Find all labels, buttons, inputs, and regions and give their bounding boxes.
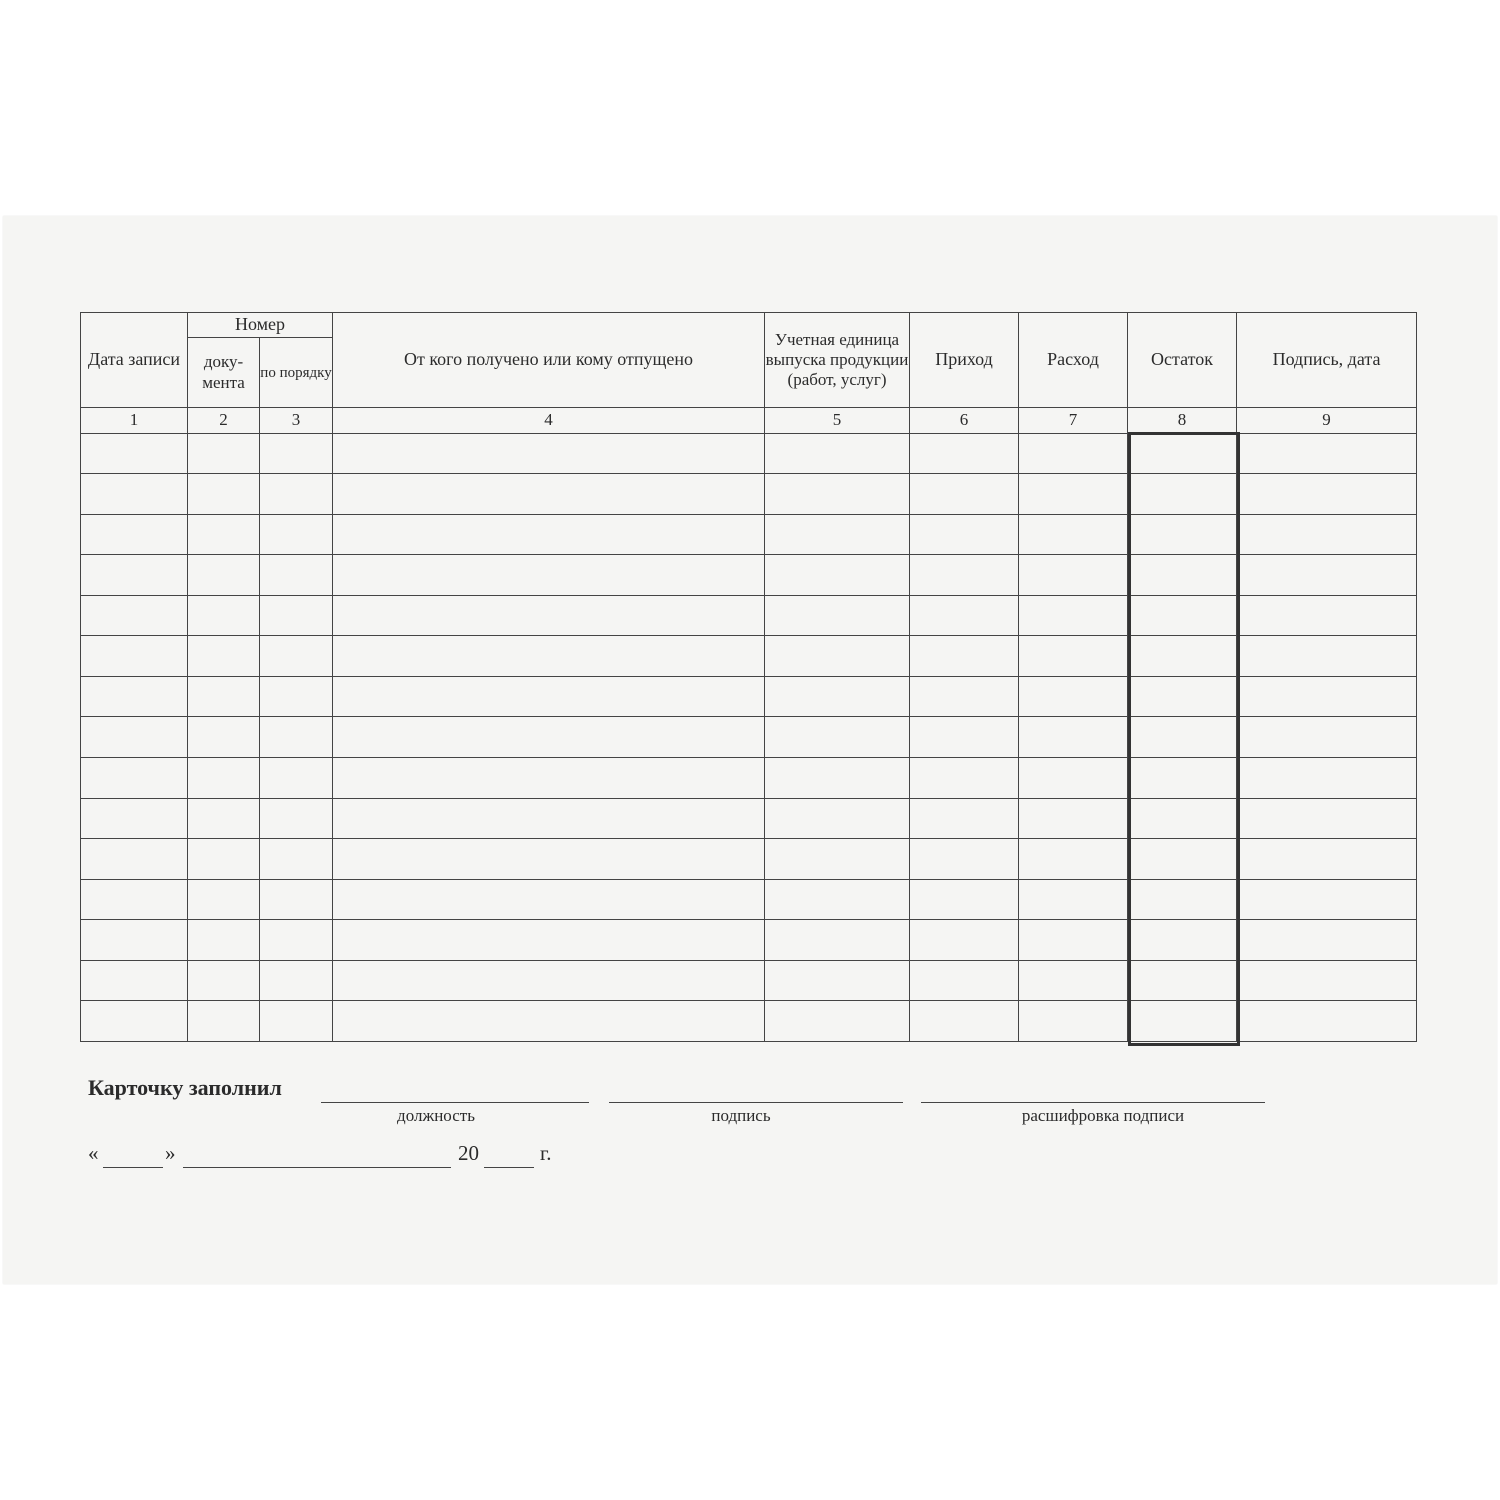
table-cell[interactable] — [1237, 798, 1417, 839]
column-number: 2 — [188, 408, 260, 433]
table-cell[interactable] — [1019, 960, 1128, 1001]
column-number: 9 — [1237, 408, 1417, 433]
table-cell[interactable] — [188, 839, 260, 880]
table-cell[interactable] — [188, 514, 260, 555]
table-row — [81, 676, 1417, 717]
table-cell[interactable] — [1237, 717, 1417, 758]
table-cell[interactable] — [765, 839, 910, 880]
column-number: 6 — [910, 408, 1019, 433]
year-prefix: 20 — [458, 1141, 479, 1165]
position-caption: должность — [397, 1106, 475, 1125]
table-row — [81, 514, 1417, 555]
table-cell[interactable] — [188, 798, 260, 839]
table-cell[interactable] — [765, 474, 910, 515]
table-cell[interactable] — [1019, 1001, 1128, 1042]
table-cell[interactable] — [333, 960, 765, 1001]
table-cell[interactable] — [333, 514, 765, 555]
table-cell[interactable] — [765, 717, 910, 758]
table-cell[interactable] — [1237, 839, 1417, 880]
table-cell[interactable] — [81, 758, 188, 799]
table-cell[interactable] — [1128, 474, 1237, 515]
table-cell[interactable] — [333, 920, 765, 961]
header-expense: Расход — [1019, 313, 1128, 408]
table-cell[interactable] — [333, 595, 765, 636]
table-cell[interactable] — [333, 555, 765, 596]
table-cell[interactable] — [188, 636, 260, 677]
table-row — [81, 717, 1417, 758]
table-cell[interactable] — [1237, 636, 1417, 677]
table-row — [81, 555, 1417, 596]
header-income: Приход — [910, 313, 1019, 408]
table-cell[interactable] — [1128, 595, 1237, 636]
table-cell[interactable] — [260, 676, 333, 717]
signature-field[interactable] — [609, 1102, 903, 1103]
table-row — [81, 879, 1417, 920]
month-field[interactable] — [183, 1167, 451, 1168]
table-cell[interactable] — [81, 474, 188, 515]
table-cell[interactable] — [1128, 798, 1237, 839]
table-cell[interactable] — [333, 879, 765, 920]
header-order: по порядку — [260, 338, 333, 408]
header-number: Номер — [188, 313, 333, 338]
table-cell[interactable] — [1128, 879, 1237, 920]
table-cell[interactable] — [765, 676, 910, 717]
open-quote: « — [88, 1141, 99, 1165]
table-cell[interactable] — [81, 1001, 188, 1042]
table-row — [81, 798, 1417, 839]
table-cell[interactable] — [1128, 758, 1237, 799]
table-cell[interactable] — [1237, 595, 1417, 636]
table-cell[interactable] — [188, 758, 260, 799]
table-cell[interactable] — [765, 758, 910, 799]
table-cell[interactable] — [765, 514, 910, 555]
table-cell[interactable] — [910, 1001, 1019, 1042]
table-cell[interactable] — [333, 717, 765, 758]
signature-decoding-field[interactable] — [921, 1102, 1265, 1103]
table-cell[interactable] — [81, 798, 188, 839]
signature-caption: подпись — [711, 1106, 771, 1125]
header-from-to: От кого получено или кому отпущено — [333, 313, 765, 408]
table-cell[interactable] — [81, 676, 188, 717]
table-cell[interactable] — [910, 717, 1019, 758]
table-cell[interactable] — [1237, 514, 1417, 555]
column-number: 5 — [765, 408, 910, 433]
column-number: 4 — [333, 408, 765, 433]
table-cell[interactable] — [1019, 717, 1128, 758]
table-cell[interactable] — [260, 474, 333, 515]
table-cell[interactable] — [188, 1001, 260, 1042]
table-cell[interactable] — [1237, 555, 1417, 596]
table-cell[interactable] — [81, 879, 188, 920]
table-cell[interactable] — [910, 676, 1019, 717]
table-cell[interactable] — [1019, 595, 1128, 636]
table-row — [81, 636, 1417, 677]
table-cell[interactable] — [1237, 676, 1417, 717]
table-cell[interactable] — [260, 1001, 333, 1042]
table-row — [81, 433, 1417, 474]
table-row — [81, 960, 1417, 1001]
year-field[interactable] — [484, 1167, 534, 1168]
table-cell[interactable] — [910, 514, 1019, 555]
table-row — [81, 474, 1417, 515]
table-cell[interactable] — [910, 839, 1019, 880]
table-cell[interactable] — [333, 433, 765, 474]
table-cell[interactable] — [260, 514, 333, 555]
header-date: Дата записи — [81, 313, 188, 408]
table-cell[interactable] — [1128, 555, 1237, 596]
table-cell[interactable] — [765, 798, 910, 839]
year-suffix: г. — [540, 1141, 552, 1165]
table-cell[interactable] — [333, 798, 765, 839]
table-cell[interactable] — [81, 960, 188, 1001]
table-row — [81, 595, 1417, 636]
table-cell[interactable] — [1128, 433, 1237, 474]
header-document: доку-мента — [188, 338, 260, 408]
table-cell[interactable] — [260, 636, 333, 677]
table-cell[interactable] — [188, 920, 260, 961]
table-cell[interactable] — [1128, 676, 1237, 717]
table-cell[interactable] — [1237, 879, 1417, 920]
table-row — [81, 1001, 1417, 1042]
decoding-caption: расшифровка подписи — [1021, 1106, 1185, 1125]
table-cell[interactable] — [333, 758, 765, 799]
table-cell[interactable] — [188, 595, 260, 636]
table-cell[interactable] — [1019, 879, 1128, 920]
table-cell[interactable] — [910, 758, 1019, 799]
table-cell[interactable] — [910, 555, 1019, 596]
table-row — [81, 758, 1417, 799]
table-cell[interactable] — [81, 920, 188, 961]
table-cell[interactable] — [260, 879, 333, 920]
table-cell[interactable] — [188, 474, 260, 515]
position-field[interactable] — [321, 1102, 589, 1103]
table-cell[interactable] — [81, 514, 188, 555]
table-cell[interactable] — [1128, 1001, 1237, 1042]
table-cell[interactable] — [81, 555, 188, 596]
table-row — [81, 920, 1417, 961]
table-cell[interactable] — [260, 798, 333, 839]
table-cell[interactable] — [1019, 636, 1128, 677]
table-cell[interactable] — [260, 920, 333, 961]
table-cell[interactable] — [188, 717, 260, 758]
column-number: 7 — [1019, 408, 1128, 433]
table-cell[interactable] — [1128, 839, 1237, 880]
table-cell[interactable] — [1128, 636, 1237, 677]
close-quote: » — [165, 1141, 176, 1165]
table-cell[interactable] — [1128, 717, 1237, 758]
header-unit: Учетная единица выпуска продукции (работ, услуг) — [765, 313, 910, 408]
table-cell[interactable] — [910, 960, 1019, 1001]
table-cell[interactable] — [910, 474, 1019, 515]
table-cell[interactable] — [765, 595, 910, 636]
table-cell[interactable] — [910, 433, 1019, 474]
table-cell[interactable] — [765, 433, 910, 474]
table-cell[interactable] — [188, 960, 260, 1001]
table-cell[interactable] — [765, 1001, 910, 1042]
table-cell[interactable] — [333, 636, 765, 677]
table-cell[interactable] — [260, 433, 333, 474]
table-cell[interactable] — [1019, 676, 1128, 717]
column-number: 1 — [81, 408, 188, 433]
table-cell[interactable] — [81, 636, 188, 677]
table-cell[interactable] — [910, 879, 1019, 920]
table-cell[interactable] — [260, 555, 333, 596]
table-cell[interactable] — [1237, 433, 1417, 474]
table-cell[interactable] — [1019, 474, 1128, 515]
table-cell[interactable] — [1128, 960, 1237, 1001]
day-field[interactable] — [103, 1167, 163, 1168]
table-cell[interactable] — [765, 920, 910, 961]
column-number: 8 — [1128, 408, 1237, 433]
table-cell[interactable] — [188, 433, 260, 474]
table-cell[interactable] — [333, 1001, 765, 1042]
table-cell[interactable] — [1019, 798, 1128, 839]
table-cell[interactable] — [260, 717, 333, 758]
table-body — [81, 433, 1417, 1041]
table-cell[interactable] — [260, 758, 333, 799]
column-number: 3 — [260, 408, 333, 433]
table-cell[interactable] — [1019, 555, 1128, 596]
table-cell[interactable] — [1128, 920, 1237, 961]
table-cell[interactable] — [81, 839, 188, 880]
inventory-table — [80, 312, 1417, 1042]
table-cell[interactable] — [1019, 433, 1128, 474]
table-cell[interactable] — [1019, 758, 1128, 799]
filled-by-label: Карточку заполнил — [88, 1075, 282, 1100]
table-cell[interactable] — [1237, 758, 1417, 799]
table-cell[interactable] — [260, 839, 333, 880]
table-cell[interactable] — [765, 960, 910, 1001]
table-cell[interactable] — [1237, 920, 1417, 961]
table-cell[interactable] — [765, 636, 910, 677]
table-cell[interactable] — [81, 433, 188, 474]
table-cell[interactable] — [765, 555, 910, 596]
table-cell[interactable] — [1019, 920, 1128, 961]
table-cell[interactable] — [765, 879, 910, 920]
header-signature-date: Подпись, дата — [1237, 313, 1417, 408]
table-row — [81, 839, 1417, 880]
table-cell[interactable] — [910, 595, 1019, 636]
table-cell[interactable] — [260, 595, 333, 636]
table-cell[interactable] — [333, 676, 765, 717]
column-number-row — [81, 408, 1417, 433]
table-cell[interactable] — [81, 595, 188, 636]
table-cell[interactable] — [1237, 474, 1417, 515]
table-cell[interactable] — [910, 798, 1019, 839]
accounting-card — [3, 216, 1497, 1284]
table-cell[interactable] — [333, 474, 765, 515]
table-cell[interactable] — [1128, 514, 1237, 555]
table-cell[interactable] — [188, 879, 260, 920]
table-cell[interactable] — [81, 717, 188, 758]
table-cell[interactable] — [910, 636, 1019, 677]
table-cell[interactable] — [1237, 960, 1417, 1001]
table-cell[interactable] — [910, 920, 1019, 961]
table-cell[interactable] — [1237, 1001, 1417, 1042]
table-cell[interactable] — [188, 676, 260, 717]
header-balance: Остаток — [1128, 313, 1237, 408]
table-cell[interactable] — [1019, 839, 1128, 880]
table-cell[interactable] — [188, 555, 260, 596]
table-cell[interactable] — [1019, 514, 1128, 555]
table-cell[interactable] — [333, 839, 765, 880]
table-cell[interactable] — [260, 960, 333, 1001]
